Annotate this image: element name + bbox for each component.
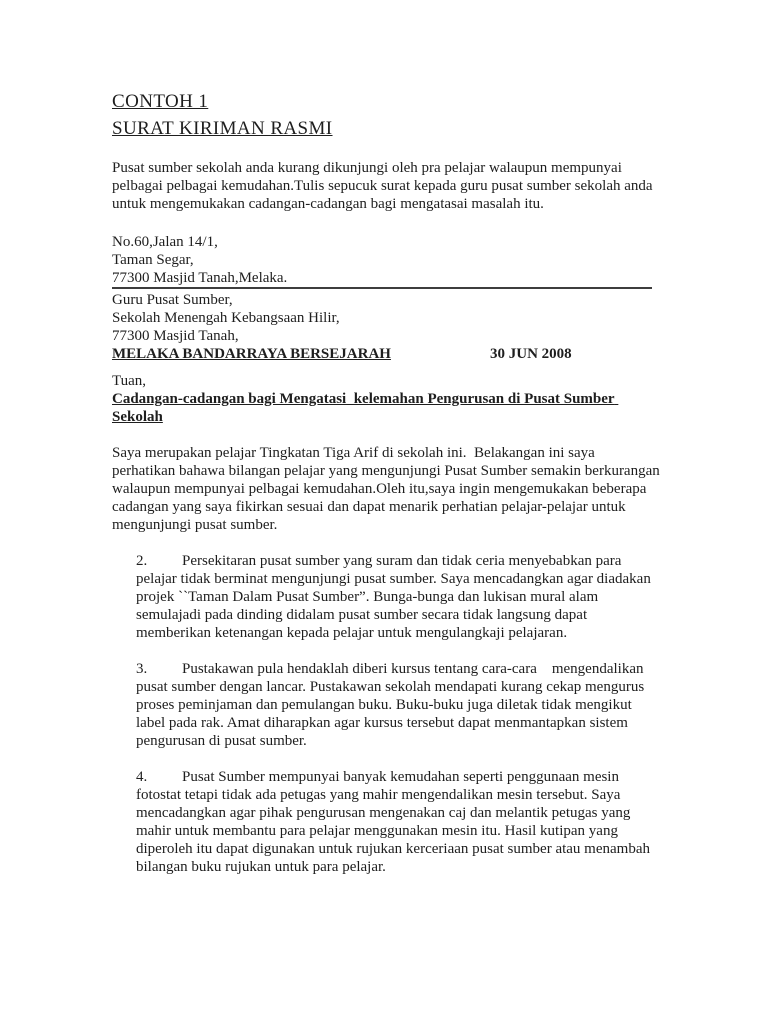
numbered-paragraph-3 [136, 660, 660, 750]
opening-paragraph: Saya merupakan pelajar Tingkatan Tiga Arif di sekolah ini. Belakangan ini saya perhatikan bahawa bilangan pelajar yang mengunjungi Pusat Sumber semakin berkurangan walaupun mempunyai pelbagai kemudahan.Oleh itu,saya ingin mengemukakan beberapa cadangan yang saya fikirkan sesuai dan dapat menarik perhatian pelajar-pelajar untuk mengunjungi pusat sumber. [112, 445, 664, 533]
sender-address-line-2: Taman Segar, [112, 252, 194, 268]
document-title-line2: SURAT KIRIMAN RASMI [112, 118, 333, 139]
sender-address [112, 233, 660, 287]
paragraph-number: 2. [136, 553, 148, 569]
recipient-address-line-2: Sekolah Menengah Kebangsaan Hilir, [112, 310, 340, 326]
sender-address-line-1: No.60,Jalan 14/1, [112, 234, 218, 250]
recipient-address-line-1: Guru Pusat Sumber, [112, 292, 233, 308]
numbered-paragraph-4 [136, 768, 660, 876]
recipient-address-line-3: 77300 Masjid Tanah, [112, 328, 239, 344]
paragraph-number: 3. [136, 661, 148, 677]
numbered-paragraph-2 [136, 552, 660, 642]
subject-line: Cadangan-cadangan bagi Mengatasi kelemahan Pengurusan di Pusat Sumber Sekolah [112, 391, 619, 425]
recipient-city: MELAKA BANDARRAYA BERSEJARAH [112, 346, 391, 362]
letter-date: 30 JUN 2008 [490, 346, 572, 362]
paragraph-text: Persekitaran pusat sumber yang suram dan tidak ceria menyebabkan para pelajar tidak berminat mengunjungi pusat sumber. Saya mencadangkan agar diadakan projek ``Taman Dalam Pusat Sumber”. Bunga-bunga dan lukisan mural alam semulajadi pada dinding didalam pusat sumber secara tidak langsung dapat memberikan ketenangan kepada pelajar untuk mengulangkaji pelajaran. [136, 553, 655, 641]
recipient-address [112, 291, 660, 345]
address-divider-line [112, 287, 652, 289]
letter-content [112, 88, 664, 876]
salutation: Tuan, [112, 373, 147, 389]
paragraph-text: Pusat Sumber mempunyai banyak kemudahan seperti penggunaan mesin fotostat tetapi tidak ada petugas yang mahir mengendalikan mesin tersebut. Saya mencadangkan agar pihak pengurusan mengenakan caj dan melantik petugas yang mahir untuk membantu para pelajar menggunakan mesin itu. Hasil kutipan yang diperoleh itu dapat digunakan untuk rujukan kerceriaan pusat sumber atau menambah bilangan buku rujukan untuk para pelajar. [136, 769, 654, 875]
sender-address-line-3: 77300 Masjid Tanah,Melaka. [112, 270, 288, 286]
city-date-row [112, 345, 660, 363]
question-paragraph: Pusat sumber sekolah anda kurang dikunjungi oleh pra pelajar walaupun mempunyai pelbagai pelbagai kemudahan.Tulis sepucuk surat kepada guru pusat sumber sekolah anda untuk mengemukakan cadangan-cadangan bagi mengatasai masalah itu. [112, 160, 657, 212]
paragraph-text: Pustakawan pula hendaklah diberi kursus tentang cara-cara mengendalikan pusat sumber dengan lancar. Pustakawan sekolah mendapati kurang cekap mengurus proses peminjaman dan pemulangan buku. Buku-buku juga diletak tidak mengikut label pada rak. Amat diharapkan agar kursus tersebut dapat menmantapkan sistem pengurusan di pusat sumber. [136, 661, 648, 749]
paragraph-number: 4. [136, 769, 148, 785]
document-title-line1: CONTOH 1 [112, 91, 209, 112]
